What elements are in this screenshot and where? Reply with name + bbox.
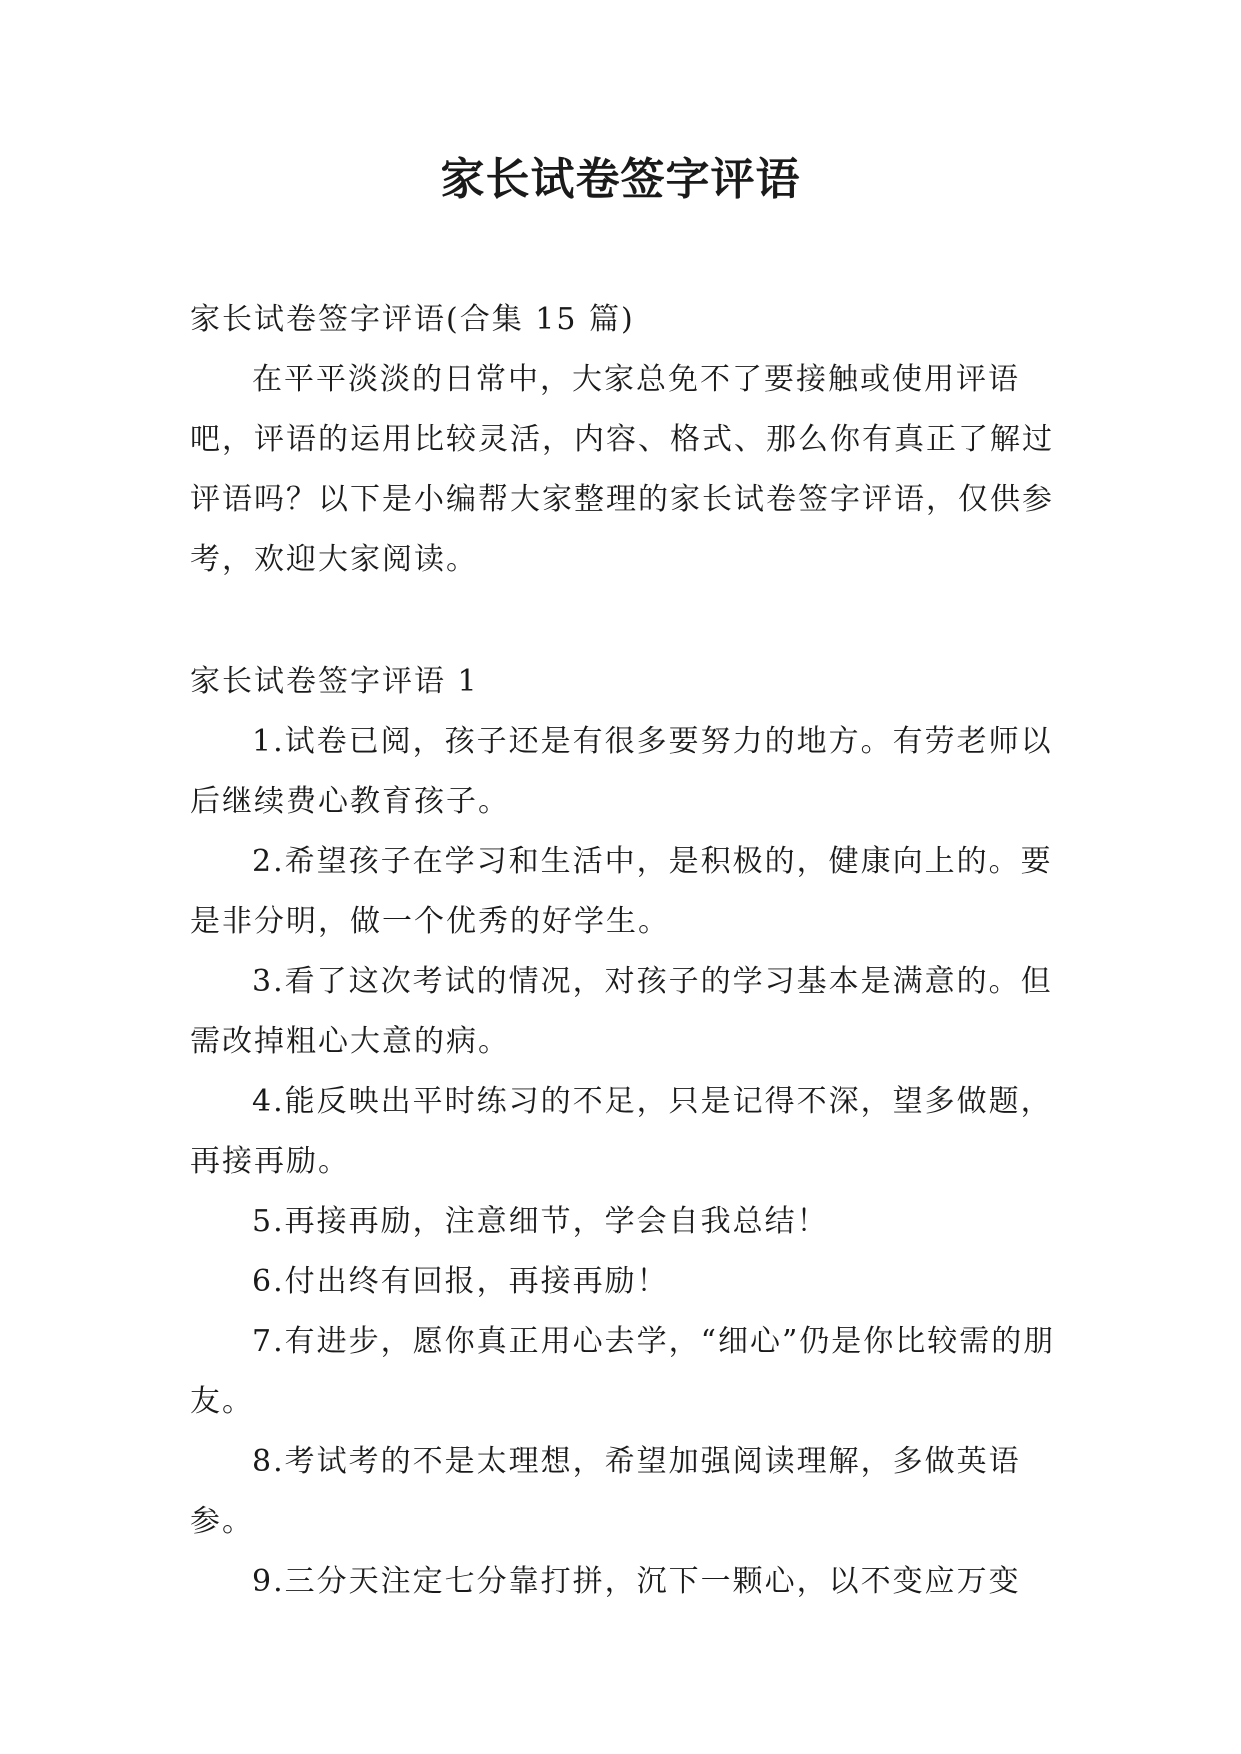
intro-heading: 家长试卷签字评语(合集 15 篇) (190, 302, 635, 337)
document-title: 家长试卷签字评语 (440, 154, 801, 205)
list-item: 8.考试考的不是太理想，希望加强阅读理解，多做英语参。 (190, 1444, 1021, 1539)
list-item: 5.再接再励，注意细节，学会自我总结！ (252, 1204, 829, 1239)
section-heading: 家长试卷签字评语 1 (190, 664, 479, 699)
list-item: 9.三分天注定七分靠打拼，沉下一颗心，以不变应万变 (252, 1564, 1021, 1599)
list-item: 2.希望孩子在学习和生活中，是积极的，健康向上的。要是非分明，做一个优秀的好学生。 (190, 844, 1053, 939)
intro-paragraph: 在平平淡淡的日常中，大家总免不了要接触或使用评语吧，评语的运用比较灵活，内容、格式、那么你有真正了解过评语吗？以下是小编帮大家整理的家长试卷签字评语，仅供参考，欢迎大家阅读。 (190, 362, 1054, 577)
list-item: 3.看了这次考试的情况，对孩子的学习基本是满意的。但需改掉粗心大意的病。 (190, 964, 1053, 1059)
list-item: 6.付出终有回报，再接再励！ (252, 1264, 669, 1299)
list-item: 4.能反映出平时练习的不足，只是记得不深，望多做题，再接再励。 (190, 1084, 1053, 1179)
document-body (190, 290, 1060, 1612)
list-item: 7.有进步，愿你真正用心去学，“细心”仍是你比较需的朋友。 (190, 1324, 1056, 1419)
list-item: 1.试卷已阅，孩子还是有很多要努力的地方。有劳老师以后继续费心教育孩子。 (190, 724, 1053, 819)
